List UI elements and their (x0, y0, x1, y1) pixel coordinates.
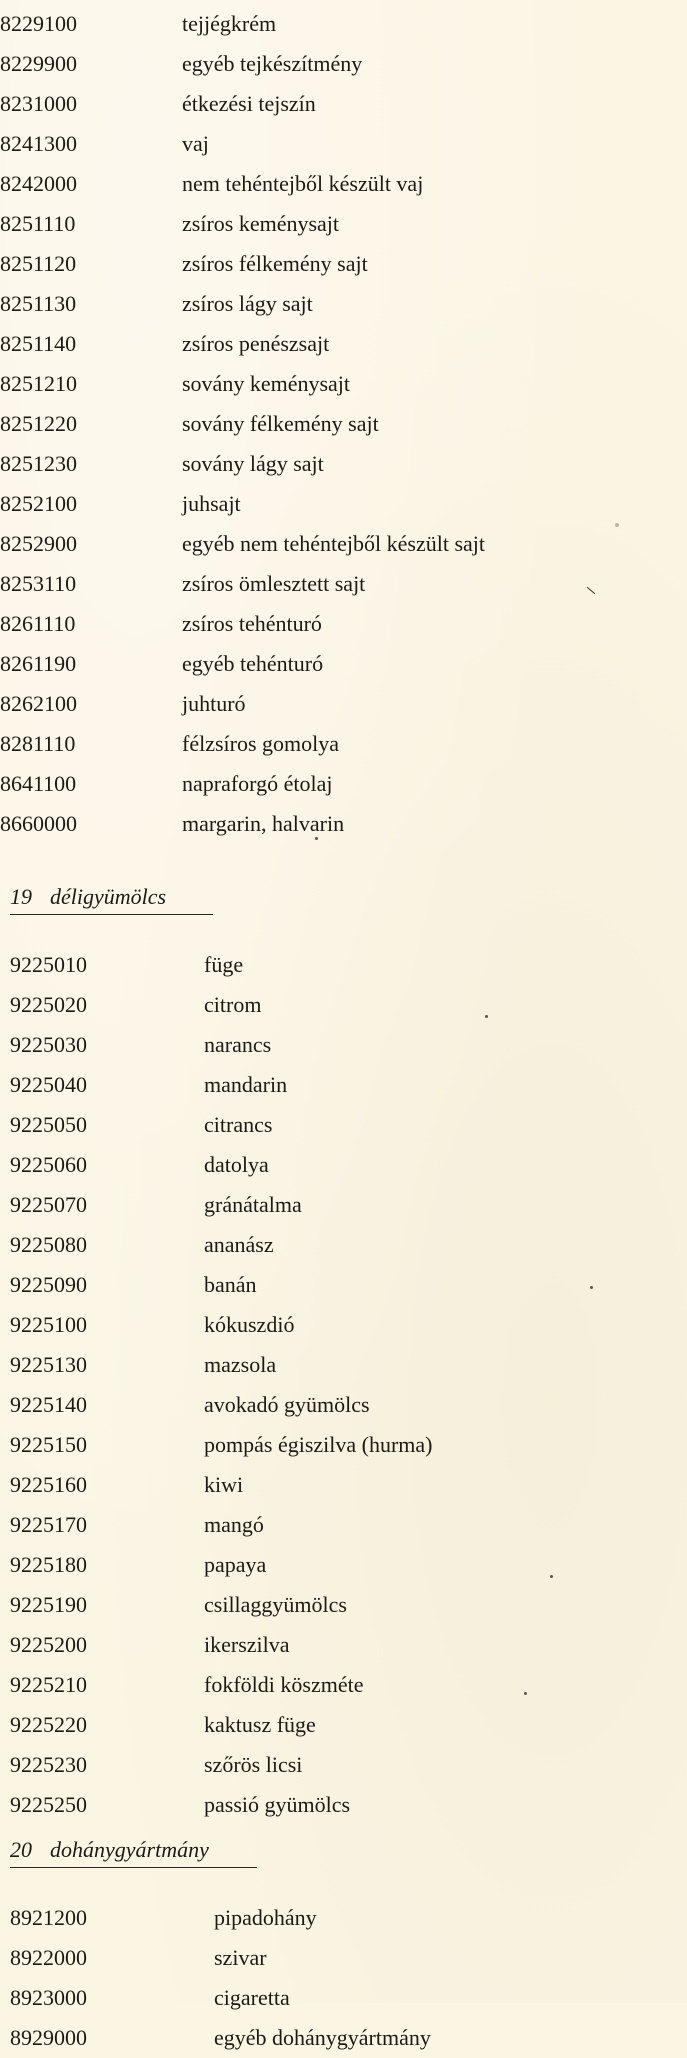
item-name: pipadohány (214, 1905, 317, 1930)
item-code: 8251130 (0, 291, 77, 316)
list-item (0, 1425, 687, 1465)
section-underline-fruit (10, 914, 213, 915)
item-code: 8253110 (0, 571, 77, 596)
list-item (0, 1898, 687, 1938)
item-name: félzsíros gomolya (182, 731, 340, 756)
list-item (0, 484, 687, 524)
item-name: papaya (204, 1552, 267, 1577)
list-item (0, 364, 687, 404)
list-item (0, 1745, 687, 1785)
list-item (0, 2018, 687, 2058)
item-code: 9225220 (10, 1712, 87, 1737)
item-name: pompás égiszilva (hurma) (204, 1432, 433, 1457)
list-item (0, 1185, 687, 1225)
item-code: 9225050 (10, 1112, 87, 1137)
item-code: 8261110 (0, 611, 76, 636)
item-name: csillaggyümölcs (204, 1592, 347, 1617)
list-item (0, 1065, 687, 1105)
item-code: 9225010 (10, 952, 87, 977)
section-title: déligyümölcs (50, 884, 167, 909)
item-name: narancs (204, 1032, 272, 1057)
item-code: 8923000 (10, 1985, 87, 2010)
list-item (0, 324, 687, 364)
item-name: kaktusz füge (204, 1712, 316, 1737)
item-code: 9225070 (10, 1192, 87, 1217)
item-name: gránátalma (204, 1192, 302, 1217)
list-item (0, 1585, 687, 1625)
list-item (0, 764, 687, 804)
list-item (0, 804, 687, 844)
item-name: juhsajt (182, 491, 241, 516)
item-name: zsíros félkemény sajt (182, 251, 368, 276)
item-code: 9225230 (10, 1752, 87, 1777)
item-code: 8922000 (10, 1945, 87, 1970)
item-name: datolya (204, 1152, 269, 1177)
item-code: 8241300 (0, 131, 77, 156)
item-code: 8251230 (0, 451, 77, 476)
item-name: citrancs (204, 1112, 273, 1137)
item-code: 9225210 (10, 1672, 87, 1697)
item-code: 9225150 (10, 1432, 87, 1457)
dairy-product-list (0, 4, 687, 844)
list-item (0, 945, 687, 985)
item-code: 8242000 (0, 171, 77, 196)
list-item (0, 1265, 687, 1305)
section-number: 19 (10, 884, 32, 909)
list-item (0, 604, 687, 644)
scan-speck (615, 523, 619, 527)
item-code: 8929000 (10, 2025, 87, 2050)
list-item (0, 244, 687, 284)
item-name: cigaretta (214, 1985, 290, 2010)
item-name: füge (204, 952, 244, 977)
item-name: passió gyümölcs (204, 1792, 351, 1817)
fruit-product-list (0, 945, 687, 1825)
item-name: vaj (182, 131, 209, 156)
item-code: 8229900 (0, 51, 77, 76)
list-item (0, 1625, 687, 1665)
item-name: banán (204, 1272, 257, 1297)
item-code: 9225020 (10, 992, 87, 1017)
scan-speck (524, 1692, 527, 1695)
item-name: zsíros lágy sajt (182, 291, 313, 316)
item-name: zsíros ömlesztett sajt (182, 571, 366, 596)
list-item (0, 84, 687, 124)
list-item (0, 1025, 687, 1065)
list-item (0, 1105, 687, 1145)
item-name: mangó (204, 1512, 264, 1537)
item-code: 9225160 (10, 1472, 87, 1497)
item-code: 8262100 (0, 691, 77, 716)
list-item (0, 404, 687, 444)
item-name: napraforgó étolaj (182, 771, 333, 796)
item-name: étkezési tejszín (182, 91, 316, 116)
item-code: 8660000 (0, 811, 77, 836)
list-item (0, 1785, 687, 1825)
item-code: 9225200 (10, 1632, 87, 1657)
list-item (0, 1305, 687, 1345)
item-code: 8251210 (0, 371, 77, 396)
item-code: 8251140 (0, 331, 77, 356)
item-name: egyéb dohánygyártmány (214, 2025, 431, 2050)
item-name: zsíros penészsajt (182, 331, 330, 356)
scan-speck (485, 1015, 488, 1018)
list-item (0, 124, 687, 164)
item-code: 8251120 (0, 251, 77, 276)
list-item (0, 1145, 687, 1185)
list-item (0, 1545, 687, 1585)
list-item (0, 985, 687, 1025)
list-item (0, 1465, 687, 1505)
item-name: egyéb nem tehéntejből készült sajt (182, 531, 486, 556)
tobacco-product-list (0, 1898, 687, 2058)
item-code: 9225100 (10, 1312, 87, 1337)
item-code: 8281110 (0, 731, 76, 756)
item-name: fokföldi köszméte (204, 1672, 364, 1697)
item-name: szőrös licsi (204, 1752, 303, 1777)
list-item (0, 644, 687, 684)
list-item (0, 1225, 687, 1265)
item-name: sovány keménysajt (182, 371, 351, 396)
list-item (0, 204, 687, 244)
scan-speck (550, 1575, 553, 1578)
list-item (0, 1705, 687, 1745)
item-name: szivar (214, 1945, 267, 1970)
item-code: 9225250 (10, 1792, 87, 1817)
item-name: ananász (204, 1232, 274, 1257)
scan-speck (315, 837, 318, 840)
list-item (0, 684, 687, 724)
item-name: nem tehéntejből készült vaj (182, 171, 424, 196)
item-code: 9225140 (10, 1392, 87, 1417)
item-code: 9225040 (10, 1072, 87, 1097)
item-code: 8921200 (10, 1905, 87, 1930)
item-code: 9225080 (10, 1232, 87, 1257)
item-code: 8252900 (0, 531, 77, 556)
item-code: 9225190 (10, 1592, 87, 1617)
item-code: 8261190 (0, 651, 77, 676)
item-name: mazsola (204, 1352, 277, 1377)
item-code: 8251110 (0, 211, 76, 236)
item-name: egyéb tehénturó (182, 651, 324, 676)
item-name: zsíros tehénturó (182, 611, 322, 636)
section-underline-tobacco (10, 1867, 257, 1868)
item-name: tejjégkrém (182, 11, 277, 36)
item-name: egyéb tejkészítmény (182, 51, 363, 76)
item-name: juhturó (182, 691, 246, 716)
list-item (0, 724, 687, 764)
item-name: sovány lágy sajt (182, 451, 324, 476)
list-item (0, 284, 687, 324)
item-name: zsíros keménysajt (182, 211, 340, 236)
item-name: avokadó gyümölcs (204, 1392, 370, 1417)
list-item (0, 524, 687, 564)
list-item (0, 1938, 687, 1978)
item-code: 8252100 (0, 491, 77, 516)
item-code: 9225170 (10, 1512, 87, 1537)
list-item (0, 44, 687, 84)
item-name: mandarin (204, 1072, 288, 1097)
item-name: sovány félkemény sajt (182, 411, 379, 436)
list-item (0, 564, 687, 604)
list-item (0, 1505, 687, 1545)
list-item (0, 1665, 687, 1705)
item-name: kiwi (204, 1472, 244, 1497)
item-code: 8231000 (0, 91, 77, 116)
item-name: citrom (204, 992, 262, 1017)
item-code: 8229100 (0, 11, 77, 36)
item-code: 8251220 (0, 411, 77, 436)
section-heading-tobacco (10, 1835, 209, 1865)
item-code: 9225180 (10, 1552, 87, 1577)
list-item (0, 164, 687, 204)
list-item (0, 4, 687, 44)
scan-speck (590, 1286, 593, 1289)
item-code: 8641100 (0, 771, 77, 796)
list-item (0, 1978, 687, 2018)
list-item (0, 1385, 687, 1425)
item-code: 9225030 (10, 1032, 87, 1057)
item-code: 9225060 (10, 1152, 87, 1177)
item-name: ikerszilva (204, 1632, 290, 1657)
item-name: margarin, halvarin (182, 811, 345, 836)
section-number: 20 (10, 1837, 32, 1862)
list-item (0, 1345, 687, 1385)
section-heading-fruit (10, 882, 166, 912)
item-code: 9225090 (10, 1272, 87, 1297)
item-name: kókuszdió (204, 1312, 295, 1337)
list-item (0, 444, 687, 484)
item-code: 9225130 (10, 1352, 87, 1377)
section-title: dohánygyártmány (50, 1837, 209, 1862)
